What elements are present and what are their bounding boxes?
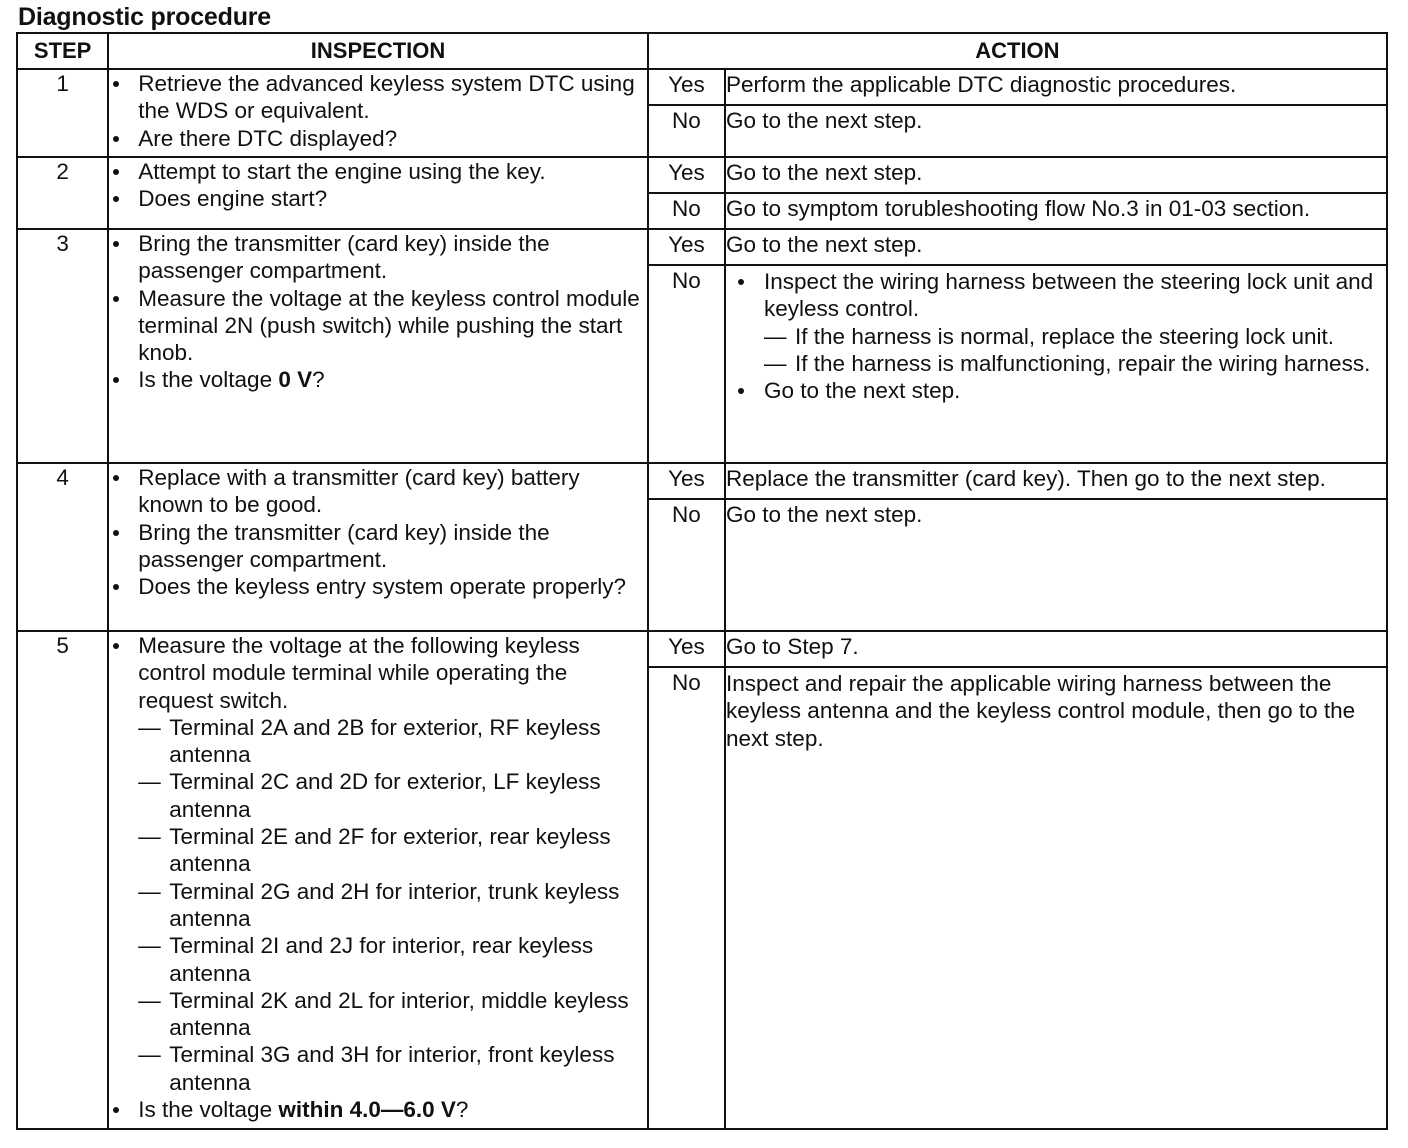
no-label: No xyxy=(648,667,725,1129)
no-action: Go to symptom torubleshooting flow No.3 in 01-03 section. xyxy=(725,193,1387,229)
inspection-item: Bring the transmitter (card key) inside the passenger compartment. xyxy=(109,519,647,574)
action-item: Go to the next step. xyxy=(726,377,1386,404)
inspection-question: Is the voltage within 4.0—6.0 V? xyxy=(109,1096,647,1123)
yes-label: Yes xyxy=(648,229,725,265)
yes-action: Replace the transmitter (card key). Then go to the next step. xyxy=(725,463,1387,499)
step-1-yes-row xyxy=(17,69,1387,105)
yes-action: Perform the applicable DTC diagnostic procedures. xyxy=(725,69,1387,105)
terminal-item: — Terminal 2E and 2F for exterior, rear keyless antenna xyxy=(138,823,647,878)
no-label: No xyxy=(648,105,725,157)
step-number: 4 xyxy=(17,463,108,631)
step-3-yes-row xyxy=(17,229,1387,265)
yes-action: Go to Step 7. xyxy=(725,631,1387,667)
header-inspection: INSPECTION xyxy=(108,33,648,69)
yes-label: Yes xyxy=(648,69,725,105)
inspection-item: Measure the voltage at the keyless control module terminal 2N (push switch) while pushing the start knob. xyxy=(109,285,647,367)
inspection-item: Replace with a transmitter (card key) battery known to be good. xyxy=(109,464,647,519)
step-number: 2 xyxy=(17,157,108,229)
step-4-yes-row xyxy=(17,463,1387,499)
no-action: Inspect and repair the applicable wiring harness between the keyless antenna and the keyless control module, then go to the next step. xyxy=(725,667,1387,1129)
step-2-inspection xyxy=(108,157,648,229)
inspection-item: Does the keyless entry system operate properly? xyxy=(109,573,647,600)
no-action: Go to the next step. xyxy=(725,499,1387,631)
yes-label: Yes xyxy=(648,631,725,667)
inspection-item: Does engine start? xyxy=(109,185,647,212)
header-step: STEP xyxy=(17,33,108,69)
step-1-inspection xyxy=(108,69,648,157)
yes-action: Go to the next step. xyxy=(725,229,1387,265)
terminal-item: — Terminal 2I and 2J for interior, rear keyless antenna xyxy=(138,932,647,987)
step-5-inspection xyxy=(108,631,648,1129)
no-action: Go to the next step. xyxy=(725,105,1387,157)
terminal-item: — Terminal 3G and 3H for interior, front keyless antenna xyxy=(138,1041,647,1096)
step-number: 5 xyxy=(17,631,108,1129)
inspection-item: Retrieve the advanced keyless system DTC using the WDS or equivalent. xyxy=(109,70,647,125)
action-subitem: — If the harness is malfunctioning, repair the wiring harness. xyxy=(764,350,1386,377)
yes-label: Yes xyxy=(648,463,725,499)
inspection-question: Is the voltage 0 V? xyxy=(109,366,647,393)
step-number: 1 xyxy=(17,69,108,157)
action-subitem: — If the harness is normal, replace the steering lock unit. xyxy=(764,323,1386,350)
no-action xyxy=(725,265,1387,463)
step-3-inspection xyxy=(108,229,648,463)
terminal-item: — Terminal 2G and 2H for interior, trunk keyless antenna xyxy=(138,878,647,933)
no-label: No xyxy=(648,193,725,229)
header-row xyxy=(17,33,1387,69)
step-2-yes-row xyxy=(17,157,1387,193)
inspection-item: Bring the transmitter (card key) inside the passenger compartment. xyxy=(109,230,647,285)
yes-label: Yes xyxy=(648,157,725,193)
inspection-item: Are there DTC displayed? xyxy=(109,125,647,152)
step-5-yes-row xyxy=(17,631,1387,667)
terminal-item: — Terminal 2C and 2D for exterior, LF keyless antenna xyxy=(138,768,647,823)
header-action: ACTION xyxy=(648,33,1387,69)
terminal-item: — Terminal 2A and 2B for exterior, RF keyless antenna xyxy=(138,714,647,769)
diagnostic-procedure-table xyxy=(16,32,1388,1130)
action-item: Inspect the wiring harness between the steering lock unit and keyless control. — If the harness is normal, replace the steering lock unit. — If the harness is malfunctioning, repair the wiring harness. xyxy=(726,268,1386,377)
inspection-item: Attempt to start the engine using the key. xyxy=(109,158,647,185)
inspection-item: Measure the voltage at the following keyless control module terminal while operating the request switch. — Terminal 2A and 2B for exterior, RF keyless antenna — Terminal 2C and 2D for exterior, LF keyless antenna — Terminal 2E and 2F for exterior, rear keyless antenna — Terminal 2G and 2H for interior, trunk keyless antenna — Terminal 2I and 2J for interior, rear keyless antenna — Terminal 2K and 2L for interior, middle keyless antenna — Terminal 3G and 3H for interior, front keyless antenna xyxy=(109,632,647,1096)
terminal-item: — Terminal 2K and 2L for interior, middle keyless antenna xyxy=(138,987,647,1042)
page-title: Diagnostic procedure xyxy=(18,3,271,31)
step-number: 3 xyxy=(17,229,108,463)
no-label: No xyxy=(648,499,725,631)
yes-action: Go to the next step. xyxy=(725,157,1387,193)
no-label: No xyxy=(648,265,725,463)
step-4-inspection xyxy=(108,463,648,631)
